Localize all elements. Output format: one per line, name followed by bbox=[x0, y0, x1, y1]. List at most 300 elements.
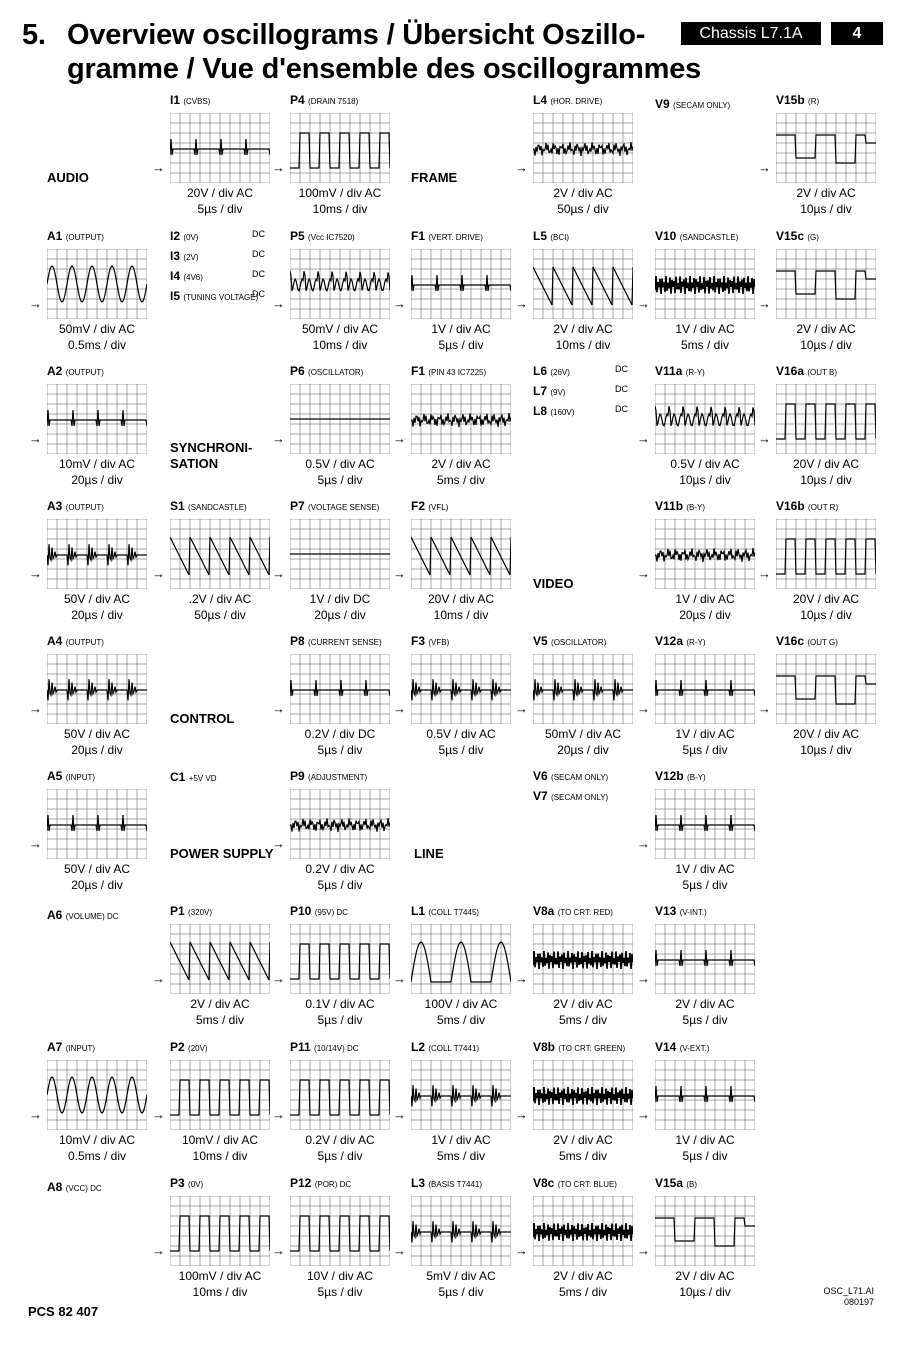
oscilloscope-screen bbox=[170, 1196, 270, 1266]
volts-per-div: 0.2V / div AC bbox=[305, 1133, 375, 1147]
test-point-description: (OSCILLATOR) bbox=[308, 368, 364, 377]
arrow-right-icon: → bbox=[393, 566, 406, 581]
volts-per-div: 1V / div AC bbox=[675, 862, 735, 876]
arrow-right-icon: → bbox=[29, 296, 42, 311]
oscillogram-a4 bbox=[29, 634, 165, 760]
arrow-right-icon: → bbox=[272, 160, 285, 175]
test-point-description: (COLL T7441) bbox=[428, 1044, 480, 1053]
volts-per-div: 2V / div AC bbox=[553, 1133, 613, 1147]
test-point-description: (COLL T7445) bbox=[428, 908, 480, 917]
oscillogram-label bbox=[411, 904, 479, 918]
label-description: (SECAM ONLY) bbox=[673, 101, 731, 110]
time-per-div: 5µs / div bbox=[438, 338, 484, 352]
dc-item-l8 bbox=[533, 404, 628, 418]
oscilloscope-screen bbox=[655, 384, 755, 454]
test-point-id: L1 bbox=[411, 904, 426, 918]
scope-scale bbox=[635, 861, 775, 893]
test-point-description: (SANDCASTLE) bbox=[188, 503, 247, 512]
time-per-div: 5µs / div bbox=[317, 1285, 363, 1299]
arrow-right-icon: → bbox=[393, 1107, 406, 1122]
volts-per-div: 0.1V / div AC bbox=[305, 997, 375, 1011]
scope-grid bbox=[393, 1060, 511, 1130]
oscilloscope-screen bbox=[290, 249, 390, 319]
scope-grid bbox=[393, 654, 511, 724]
dc-description: (9V) bbox=[550, 388, 566, 397]
arrow-right-icon: → bbox=[29, 701, 42, 716]
scope-scale bbox=[391, 456, 531, 488]
volts-per-div: 1V / div AC bbox=[431, 322, 491, 336]
scope-grid bbox=[758, 384, 876, 454]
oscillogram-v5 bbox=[515, 634, 651, 760]
oscilloscope-screen bbox=[533, 1196, 633, 1266]
oscillogram-p4 bbox=[272, 93, 408, 219]
scope-scale bbox=[635, 321, 775, 353]
test-point-id: A2 bbox=[47, 364, 63, 378]
scope-grid bbox=[29, 384, 147, 454]
oscilloscope-screen bbox=[290, 113, 390, 183]
arrow-right-icon: → bbox=[515, 296, 528, 311]
section-audio: AUDIO bbox=[47, 170, 89, 185]
scope-grid bbox=[758, 654, 876, 724]
scope-grid bbox=[152, 924, 270, 994]
volts-per-div: 1V / div AC bbox=[675, 592, 735, 606]
volts-per-div: .2V / div AC bbox=[188, 592, 252, 606]
file-reference bbox=[823, 1286, 874, 1308]
scope-grid bbox=[29, 519, 147, 589]
oscilloscope-screen bbox=[290, 1196, 390, 1266]
label-a8 bbox=[47, 1180, 102, 1194]
test-point-id: L2 bbox=[411, 1040, 426, 1054]
time-per-div: 20µs / div bbox=[71, 743, 123, 757]
oscilloscope-screen bbox=[533, 113, 633, 183]
arrow-right-icon: → bbox=[515, 1243, 528, 1258]
volts-per-div: 0.2V / div AC bbox=[305, 862, 375, 876]
dc-tag: DC bbox=[615, 404, 628, 414]
test-point-id: P8 bbox=[290, 634, 305, 648]
oscillogram-label bbox=[411, 229, 483, 243]
volts-per-div: 50V / div AC bbox=[63, 592, 131, 606]
volts-per-div: 0.5V / div AC bbox=[305, 457, 375, 471]
oscillogram-label bbox=[655, 1176, 697, 1190]
test-point-id: P6 bbox=[290, 364, 305, 378]
time-per-div: 10µs / div bbox=[800, 743, 852, 757]
volts-per-div: 100mV / div AC bbox=[298, 186, 382, 200]
time-per-div: 20µs / div bbox=[71, 608, 123, 622]
scope-scale bbox=[270, 591, 410, 623]
test-point-description: (TO CRT: BLUE) bbox=[557, 1180, 617, 1189]
arrow-right-icon: → bbox=[29, 836, 42, 851]
scope-grid bbox=[637, 519, 755, 589]
test-point-description: (OUT G) bbox=[807, 638, 838, 647]
volts-per-div: 10mV / div AC bbox=[58, 457, 136, 471]
arrow-right-icon: → bbox=[152, 160, 165, 175]
test-point-id: V16b bbox=[776, 499, 805, 513]
oscillogram-label bbox=[47, 1040, 95, 1054]
scope-grid bbox=[637, 1060, 755, 1130]
dc-item-v7 bbox=[533, 789, 608, 803]
scope-scale bbox=[513, 1268, 653, 1300]
time-per-div: 10µs / div bbox=[800, 338, 852, 352]
oscilloscope-screen bbox=[655, 1060, 755, 1130]
scope-scale bbox=[391, 996, 531, 1028]
test-point-description: (HOR. DRIVE) bbox=[550, 97, 603, 106]
test-point-description: (CVBS) bbox=[183, 97, 211, 106]
oscillogram-label bbox=[47, 229, 104, 243]
oscillogram-label bbox=[776, 499, 838, 513]
scope-scale bbox=[635, 726, 775, 758]
volts-per-div: 1V / div AC bbox=[675, 1133, 735, 1147]
dc-item-i3 bbox=[170, 249, 265, 263]
scope-scale bbox=[270, 861, 410, 893]
oscillogram-label bbox=[290, 904, 348, 918]
test-point-description: (OUTPUT) bbox=[65, 368, 104, 377]
arrow-right-icon: → bbox=[758, 296, 771, 311]
test-point-description: (BASIS T7441) bbox=[428, 1180, 483, 1189]
arrow-right-icon: → bbox=[637, 701, 650, 716]
oscillogram-label bbox=[533, 634, 606, 648]
time-per-div: 5µs / div bbox=[682, 878, 728, 892]
oscillogram-a3 bbox=[29, 499, 165, 625]
oscilloscope-screen bbox=[411, 1196, 511, 1266]
test-point-id: P12 bbox=[290, 1176, 312, 1190]
arrow-right-icon: → bbox=[152, 566, 165, 581]
test-point-id: V15c bbox=[776, 229, 805, 243]
time-per-div: 0.5ms / div bbox=[67, 338, 127, 352]
scope-grid bbox=[515, 113, 633, 183]
label-description: +5V VD bbox=[188, 774, 217, 783]
oscillogram-label bbox=[411, 634, 449, 648]
scope-scale bbox=[270, 1268, 410, 1300]
oscilloscope-screen bbox=[290, 384, 390, 454]
test-point-description: (VFB) bbox=[428, 638, 450, 647]
test-point-description: (320V) bbox=[188, 908, 213, 917]
test-point-id: V13 bbox=[655, 904, 677, 918]
oscilloscope-screen bbox=[411, 654, 511, 724]
scope-grid bbox=[29, 789, 147, 859]
time-per-div: 5ms / div bbox=[195, 1013, 244, 1027]
label-v9 bbox=[655, 97, 730, 111]
arrow-right-icon: → bbox=[758, 160, 771, 175]
test-point-description: (CURRENT SENSE) bbox=[308, 638, 382, 647]
oscilloscope-screen bbox=[290, 789, 390, 859]
oscillogram-v8a bbox=[515, 904, 651, 1030]
scope-scale bbox=[756, 726, 896, 758]
dc-id: V6 bbox=[533, 769, 548, 783]
oscillogram-a7 bbox=[29, 1040, 165, 1166]
dc-description: (0V) bbox=[183, 233, 199, 242]
oscilloscope-screen bbox=[655, 519, 755, 589]
section-power-supply: POWER SUPPLY bbox=[170, 846, 274, 861]
label-description: (VCC) DC bbox=[65, 1184, 102, 1193]
test-point-id: P3 bbox=[170, 1176, 185, 1190]
test-point-id: F1 bbox=[411, 364, 426, 378]
scope-grid bbox=[393, 249, 511, 319]
volts-per-div: 2V / div AC bbox=[796, 322, 856, 336]
dc-tag: DC bbox=[615, 364, 628, 374]
time-per-div: 10µs / div bbox=[800, 473, 852, 487]
time-per-div: 5ms / div bbox=[558, 1149, 607, 1163]
scope-scale bbox=[270, 185, 410, 217]
time-per-div: 10µs / div bbox=[679, 473, 731, 487]
oscillogram-f3 bbox=[393, 634, 529, 760]
time-per-div: 20µs / div bbox=[71, 878, 123, 892]
time-per-div: 5µs / div bbox=[317, 1149, 363, 1163]
time-per-div: 10ms / div bbox=[312, 202, 368, 216]
arrow-right-icon: → bbox=[515, 971, 528, 986]
test-point-id: V15b bbox=[776, 93, 805, 107]
oscillogram-l2 bbox=[393, 1040, 529, 1166]
test-point-description: (OUT B) bbox=[807, 368, 838, 377]
oscillogram-v8c bbox=[515, 1176, 651, 1302]
oscilloscope-screen bbox=[776, 113, 876, 183]
oscillogram-a5 bbox=[29, 769, 165, 895]
arrow-right-icon: → bbox=[393, 701, 406, 716]
scope-scale bbox=[513, 321, 653, 353]
oscilloscope-screen bbox=[533, 249, 633, 319]
time-per-div: 5µs / div bbox=[682, 1149, 728, 1163]
oscillogram-label bbox=[533, 93, 602, 107]
scope-scale bbox=[513, 726, 653, 758]
test-point-id: A7 bbox=[47, 1040, 63, 1054]
time-per-div: 20µs / div bbox=[557, 743, 609, 757]
oscillogram-l1 bbox=[393, 904, 529, 1030]
time-per-div: 5µs / div bbox=[317, 1013, 363, 1027]
time-per-div: 10ms / div bbox=[555, 338, 611, 352]
oscilloscope-screen bbox=[655, 924, 755, 994]
oscillogram-v8b bbox=[515, 1040, 651, 1166]
scope-scale bbox=[150, 591, 290, 623]
scope-scale bbox=[27, 591, 167, 623]
test-point-id: V12a bbox=[655, 634, 684, 648]
oscillogram-label bbox=[655, 904, 707, 918]
oscillogram-label bbox=[411, 364, 486, 378]
test-point-id: V8a bbox=[533, 904, 555, 918]
dc-description: (26V) bbox=[550, 368, 570, 377]
test-point-id: P10 bbox=[290, 904, 312, 918]
scope-scale bbox=[391, 1132, 531, 1164]
test-point-id: V11a bbox=[655, 364, 683, 378]
time-per-div: 10ms / div bbox=[433, 608, 489, 622]
oscillogram-f1 bbox=[393, 364, 529, 490]
arrow-right-icon: → bbox=[272, 836, 285, 851]
volts-per-div: 2V / div AC bbox=[675, 997, 735, 1011]
time-per-div: 5µs / div bbox=[438, 743, 484, 757]
scope-grid bbox=[758, 519, 876, 589]
oscilloscope-screen bbox=[47, 519, 147, 589]
oscillogram-label bbox=[776, 229, 819, 243]
test-point-description: (20V) bbox=[188, 1044, 208, 1053]
test-point-id: V12b bbox=[655, 769, 684, 783]
page-title bbox=[22, 18, 701, 86]
arrow-right-icon: → bbox=[393, 296, 406, 311]
arrow-right-icon: → bbox=[393, 1243, 406, 1258]
volts-per-div: 1V / div AC bbox=[675, 727, 735, 741]
scope-scale bbox=[756, 456, 896, 488]
oscilloscope-screen bbox=[776, 384, 876, 454]
volts-per-div: 50V / div AC bbox=[63, 862, 131, 876]
oscilloscope-screen bbox=[170, 924, 270, 994]
time-per-div: 5ms / div bbox=[680, 338, 729, 352]
scope-grid bbox=[393, 924, 511, 994]
volts-per-div: 2V / div AC bbox=[553, 1269, 613, 1283]
oscilloscope-screen bbox=[411, 1060, 511, 1130]
dc-id: V7 bbox=[533, 789, 548, 803]
file-date: 080197 bbox=[843, 1297, 874, 1307]
test-point-description: (V-INT.) bbox=[679, 908, 707, 917]
oscillogram-label bbox=[290, 229, 355, 243]
dc-description: (160V) bbox=[550, 408, 575, 417]
oscillogram-label bbox=[655, 634, 705, 648]
volts-per-div: 50mV / div AC bbox=[58, 322, 136, 336]
section-number: 5. bbox=[22, 19, 46, 51]
test-point-description: (POR) DC bbox=[314, 1180, 352, 1189]
oscillogram-label bbox=[47, 769, 95, 783]
scope-scale bbox=[635, 996, 775, 1028]
test-point-id: V8b bbox=[533, 1040, 556, 1054]
oscilloscope-screen bbox=[533, 654, 633, 724]
scope-grid bbox=[272, 1060, 390, 1130]
scope-grid bbox=[272, 654, 390, 724]
test-point-description: (PIN 43 IC7225) bbox=[428, 368, 487, 377]
test-point-description: (R-Y) bbox=[685, 368, 705, 377]
label-id: A8 bbox=[47, 1180, 63, 1194]
oscillogram-v12b bbox=[637, 769, 773, 895]
arrow-right-icon: → bbox=[272, 971, 285, 986]
volts-per-div: 10mV / div AC bbox=[58, 1133, 136, 1147]
arrow-right-icon: → bbox=[393, 431, 406, 446]
oscillogram-label bbox=[170, 1040, 208, 1054]
test-point-description: (V-EXT.) bbox=[679, 1044, 710, 1053]
oscillogram-l4 bbox=[515, 93, 651, 219]
chassis-label: Chassis L7.1A bbox=[681, 22, 821, 45]
volts-per-div: 1V / div AC bbox=[431, 1133, 491, 1147]
scope-grid bbox=[29, 249, 147, 319]
label-c1 bbox=[170, 770, 216, 784]
test-point-description: (VFL) bbox=[428, 503, 449, 512]
test-point-id: P5 bbox=[290, 229, 305, 243]
arrow-right-icon: → bbox=[29, 566, 42, 581]
test-point-id: L5 bbox=[533, 229, 548, 243]
test-point-description: (OUTPUT) bbox=[65, 233, 104, 242]
section-line: LINE bbox=[414, 846, 444, 861]
scope-grid bbox=[637, 1196, 755, 1266]
scope-scale bbox=[270, 1132, 410, 1164]
oscillogram-label bbox=[533, 1040, 625, 1054]
scope-scale bbox=[513, 996, 653, 1028]
oscilloscope-screen bbox=[47, 384, 147, 454]
oscillogram-label bbox=[170, 1176, 203, 1190]
oscilloscope-screen bbox=[411, 249, 511, 319]
oscillogram-v15a bbox=[637, 1176, 773, 1302]
file-name: OSC_L71.AI bbox=[823, 1286, 874, 1296]
test-point-description: (OSCILLATOR) bbox=[551, 638, 607, 647]
scope-scale bbox=[756, 591, 896, 623]
scope-scale bbox=[27, 321, 167, 353]
oscillogram-label bbox=[411, 1176, 482, 1190]
scope-scale bbox=[635, 591, 775, 623]
test-point-description: (ADJUSTMENT) bbox=[308, 773, 368, 782]
test-point-id: F3 bbox=[411, 634, 426, 648]
volts-per-div: 2V / div AC bbox=[190, 997, 250, 1011]
page-number: 4 bbox=[831, 22, 883, 45]
test-point-id: V5 bbox=[533, 634, 548, 648]
volts-per-div: 1V / div AC bbox=[675, 322, 735, 336]
volts-per-div: 2V / div AC bbox=[553, 322, 613, 336]
oscillogram-label bbox=[290, 1040, 359, 1054]
test-point-id: L3 bbox=[411, 1176, 426, 1190]
dc-id: I3 bbox=[170, 249, 181, 263]
test-point-description: (OUTPUT) bbox=[65, 638, 104, 647]
scope-grid bbox=[272, 789, 390, 859]
time-per-div: 20µs / div bbox=[679, 608, 731, 622]
oscillogram-label bbox=[655, 229, 738, 243]
time-per-div: 5µs / div bbox=[682, 743, 728, 757]
scope-scale bbox=[150, 996, 290, 1028]
arrow-right-icon: → bbox=[515, 160, 528, 175]
dc-description: (2V) bbox=[183, 253, 199, 262]
test-point-id: P9 bbox=[290, 769, 305, 783]
oscillogram-a1 bbox=[29, 229, 165, 355]
scope-grid bbox=[637, 924, 755, 994]
time-per-div: 5µs / div bbox=[317, 878, 363, 892]
oscilloscope-screen bbox=[776, 654, 876, 724]
test-point-description: (B-Y) bbox=[686, 503, 706, 512]
test-point-id: V16c bbox=[776, 634, 805, 648]
scope-grid bbox=[515, 249, 633, 319]
oscillogram-v14 bbox=[637, 1040, 773, 1166]
test-point-description: (OUTPUT) bbox=[65, 503, 104, 512]
time-per-div: 10ms / div bbox=[192, 1149, 248, 1163]
test-point-id: P2 bbox=[170, 1040, 185, 1054]
volts-per-div: 1V / div DC bbox=[309, 592, 371, 606]
oscillogram-label bbox=[411, 499, 448, 513]
arrow-right-icon: → bbox=[515, 1107, 528, 1122]
arrow-right-icon: → bbox=[758, 431, 771, 446]
dc-item-i4 bbox=[170, 269, 265, 283]
scope-grid bbox=[272, 924, 390, 994]
oscilloscope-screen bbox=[655, 789, 755, 859]
time-per-div: 10µs / div bbox=[800, 608, 852, 622]
test-point-description: (10/14V) DC bbox=[314, 1044, 359, 1053]
title-line-1: Overview oscillograms / Übersicht Oszillo- bbox=[67, 19, 646, 51]
dc-id: L7 bbox=[533, 384, 548, 398]
test-point-description: (VOLTAGE SENSE) bbox=[308, 503, 380, 512]
test-point-description: (G) bbox=[807, 233, 819, 242]
arrow-right-icon: → bbox=[637, 1243, 650, 1258]
oscilloscope-screen bbox=[47, 654, 147, 724]
oscillogram-l3 bbox=[393, 1176, 529, 1302]
arrow-right-icon: → bbox=[272, 1243, 285, 1258]
test-point-description: (0V) bbox=[188, 1180, 204, 1189]
oscillogram-label bbox=[170, 93, 210, 107]
test-point-description: (TO CRT: RED) bbox=[557, 908, 613, 917]
scope-scale bbox=[635, 1132, 775, 1164]
dc-tag: DC bbox=[252, 229, 265, 239]
volts-per-div: 2V / div AC bbox=[675, 1269, 735, 1283]
oscilloscope-screen bbox=[411, 519, 511, 589]
oscillogram-label bbox=[533, 904, 613, 918]
test-point-id: V15a bbox=[655, 1176, 684, 1190]
oscillogram-label bbox=[776, 634, 838, 648]
volts-per-div: 2V / div AC bbox=[553, 997, 613, 1011]
oscillogram-p9 bbox=[272, 769, 408, 895]
section-video: VIDEO bbox=[533, 576, 574, 591]
test-point-description: (R) bbox=[808, 97, 820, 106]
scope-scale bbox=[270, 996, 410, 1028]
arrow-right-icon: → bbox=[152, 1107, 165, 1122]
oscillogram-label bbox=[776, 93, 819, 107]
time-per-div: 10ms / div bbox=[312, 338, 368, 352]
